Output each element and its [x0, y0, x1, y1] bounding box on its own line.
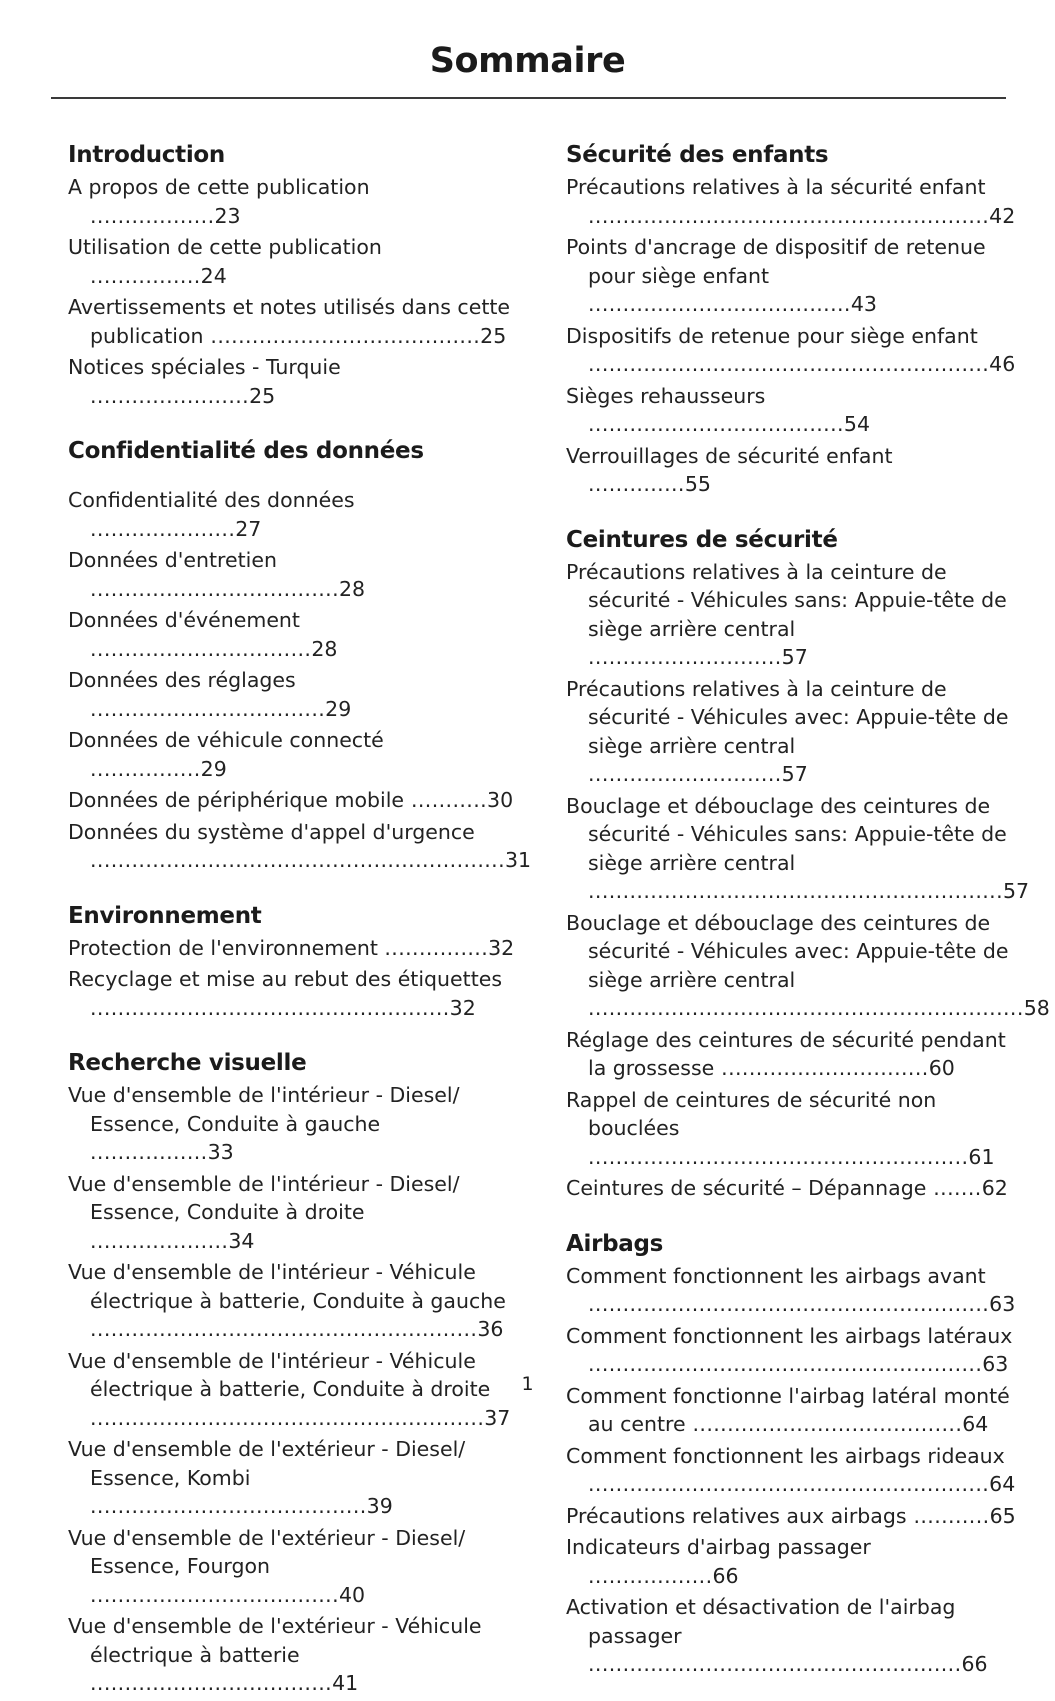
toc-entry-title: Confidentialité des données: [68, 488, 355, 512]
toc-entry-title: Vue d'ensemble de l'extérieur - Diesel/ Essence, Fourgon: [68, 1525, 466, 1578]
toc-entry-page-number: 29: [200, 756, 227, 781]
toc-entry[interactable]: [68, 726, 520, 783]
toc-entry-page-number: 25: [480, 323, 507, 348]
toc-entry-leader: ........................................: [90, 1494, 367, 1518]
toc-entry[interactable]: [68, 1612, 520, 1698]
toc-entry[interactable]: [566, 1533, 1018, 1590]
toc-entry-leader: ...................................: [90, 1671, 333, 1695]
toc-entry-title: Comment fonctionne l'airbag latéral monté au centre: [566, 1383, 1010, 1436]
toc-entry-title: Comment fonctionnent les airbags latéraux: [566, 1323, 1013, 1348]
toc-entry-leader: ..........................................................: [588, 352, 990, 376]
toc-entry-title: Protection de l'environnement: [68, 935, 385, 960]
toc-entry-leader: ..................: [90, 203, 215, 228]
toc-entry[interactable]: [68, 173, 520, 230]
toc-entry-title: Bouclage et débouclage des ceintures de sécurité - Véhicules sans: Appuie-tête de siège arrière central: [566, 793, 1007, 875]
toc-entry-page-number: 23: [214, 203, 241, 228]
toc-entry[interactable]: [68, 1081, 520, 1167]
toc-entry-title: Données du système d'appel d'urgence: [68, 819, 475, 844]
toc-entry-page-number: 43: [850, 292, 877, 316]
toc-entry[interactable]: [566, 322, 1018, 379]
toc-entry-page-number: 62: [981, 1176, 1008, 1200]
toc-entry-title: Vue d'ensemble de l'extérieur - Véhicule électrique à batterie: [68, 1614, 482, 1667]
toc-entry-leader: ............................................................: [588, 879, 1003, 903]
toc-entry[interactable]: [566, 442, 1018, 499]
toc-entry-leader: ................: [90, 263, 201, 288]
toc-entry-page-number: 25: [249, 383, 276, 408]
toc-entry-leader: ..........................................................: [588, 1472, 990, 1496]
toc-section-securite-des-enfants: [566, 140, 1018, 499]
toc-entry-leader: ..........................................................: [588, 203, 990, 228]
toc-entry[interactable]: [68, 546, 520, 603]
toc-entry-title: Réglage des ceintures de sécurité pendant la grossesse: [566, 1027, 1006, 1080]
toc-entry-leader: ....................................: [90, 1582, 339, 1607]
toc-entry-leader: ...............: [384, 935, 489, 960]
toc-entry-page-number: 24: [200, 263, 227, 288]
toc-entry-leader: ................: [90, 756, 201, 781]
header-divider: [51, 97, 1006, 99]
toc-column-right: [566, 140, 1050, 1701]
toc-entry-title: Comment fonctionnent les airbags rideaux: [566, 1443, 1005, 1468]
toc-entry[interactable]: [566, 1086, 1018, 1172]
toc-entry-page-number: 66: [961, 1652, 988, 1676]
toc-entry[interactable]: [68, 786, 520, 815]
toc-section-introduction: [68, 140, 520, 410]
toc-entry[interactable]: [566, 792, 1030, 906]
toc-entry-page-number: 41: [332, 1671, 359, 1695]
toc-entry-title: Ceintures de sécurité – Dépannage: [566, 1176, 927, 1200]
toc-section-airbags: [566, 1229, 1018, 1679]
page-header: [0, 0, 1055, 100]
toc-entry-leader: .......: [926, 1176, 982, 1200]
toc-entry-title: Verrouillages de sécurité enfant: [566, 443, 893, 468]
toc-entry-page-number: 54: [843, 412, 870, 436]
toc-entry-title: Notices spéciales - Turquie: [68, 355, 341, 379]
toc-entry-leader: ...........: [906, 1503, 990, 1528]
toc-entry[interactable]: [68, 353, 520, 410]
toc-entry[interactable]: [566, 1026, 1018, 1083]
toc-entry-title: Précautions relatives à la ceinture de sécurité - Véhicules sans: Appuie-tête de siège arrière central: [566, 559, 1007, 641]
toc-entry-title: Données de véhicule connecté: [68, 728, 384, 752]
toc-section-environnement: [68, 901, 520, 1023]
toc-entry-title: Comment fonctionnent les airbags avant: [566, 1263, 986, 1288]
toc-entry-leader: ....................................................: [90, 995, 450, 1020]
toc-entry-page-number: 31: [504, 848, 532, 872]
toc-entry-page-number: 65: [989, 1503, 1016, 1528]
toc-entry-page-number: 64: [962, 1412, 989, 1436]
toc-entry-leader: ...........: [404, 788, 488, 812]
toc-entry-title: Utilisation de cette publication: [68, 235, 382, 259]
toc-entry[interactable]: [68, 1170, 520, 1256]
toc-entry[interactable]: [566, 1262, 1018, 1319]
toc-entry-title: Vue d'ensemble de l'intérieur - Véhicule électrique à batterie, Conduite à droite: [68, 1348, 491, 1401]
toc-entry[interactable]: [566, 675, 1018, 789]
toc-entry-title: Précautions relatives à la sécurité enfant: [566, 175, 986, 199]
toc-entry-page-number: 37: [484, 1405, 511, 1430]
toc-entry[interactable]: [566, 233, 1018, 319]
toc-entry-page-number: 28: [311, 636, 338, 661]
toc-entry-page-number: 64: [989, 1472, 1016, 1496]
toc-entry-page-number: 42: [989, 203, 1016, 228]
toc-entry[interactable]: [68, 606, 520, 663]
toc-entry[interactable]: [566, 1502, 1018, 1531]
toc-entry-leader: ............................: [588, 762, 782, 786]
toc-entry-page-number: 40: [339, 1582, 366, 1607]
section-heading: Environnement: [68, 902, 262, 929]
toc-entry[interactable]: [566, 1174, 1018, 1203]
toc-entry-leader: ......................................: [588, 292, 851, 316]
toc-entry-page-number: 28: [339, 576, 366, 601]
toc-entry-title: Données d'entretien: [68, 548, 277, 572]
toc-entry[interactable]: [68, 818, 532, 875]
toc-entry-page-number: 27: [235, 516, 262, 541]
toc-entry-title: Vue d'ensemble de l'intérieur - Véhicule électrique à batterie, Conduite à gauche: [68, 1260, 506, 1313]
toc-entry-leader: ............................................................: [90, 848, 505, 872]
toc-section-confidentialite-des-donnees: [68, 436, 532, 875]
toc-entry-leader: .....................: [90, 516, 236, 541]
toc-entry-leader: ...............................................................: [588, 996, 1024, 1020]
toc-entry-leader: .......................: [90, 383, 250, 408]
toc-entry-leader: .......................................: [203, 323, 481, 348]
section-heading: Introduction: [68, 142, 225, 168]
section-heading: Ceintures de sécurité: [566, 526, 838, 553]
toc-entry-title: A propos de cette publication: [68, 175, 370, 199]
toc-entry[interactable]: [566, 1322, 1018, 1379]
toc-entry-leader: ....................: [90, 1228, 229, 1253]
toc-entry-leader: .........................................................: [588, 1352, 983, 1376]
section-heading: Airbags: [566, 1230, 664, 1257]
toc-entry-title: Précautions relatives à la ceinture de sécurité - Véhicules avec: Appuie-tête de siège arrière central: [566, 676, 1009, 758]
toc-entry-title: Données des réglages: [68, 668, 296, 692]
toc-entry-leader: ..............................: [714, 1056, 929, 1080]
toc-entry-leader: ........................................................: [90, 1317, 478, 1341]
toc-entry-leader: ..................: [588, 1563, 713, 1588]
toc-entry-leader: ..............: [588, 472, 685, 496]
toc-entry-page-number: 39: [366, 1494, 393, 1518]
toc-columns: [0, 140, 1055, 1701]
toc-entry-leader: ....................................: [90, 576, 339, 601]
toc-entry[interactable]: [68, 934, 520, 963]
toc-entry[interactable]: [68, 486, 520, 543]
toc-entry-title: Données de périphérique mobile: [68, 788, 405, 812]
toc-entry-title: Vue d'ensemble de l'intérieur - Diesel/ Essence, Conduite à gauche: [68, 1083, 460, 1136]
toc-entry-title: Rappel de ceintures de sécurité non bouclées: [566, 1087, 937, 1140]
toc-entry-title: Vue d'ensemble de l'extérieur - Diesel/ Essence, Kombi: [68, 1437, 466, 1490]
toc-entry-leader: ..................................: [90, 696, 326, 721]
toc-entry-page-number: 57: [781, 645, 808, 669]
section-heading: Recherche visuelle: [68, 1050, 307, 1076]
toc-entry[interactable]: [68, 965, 520, 1022]
toc-entry[interactable]: [68, 293, 520, 350]
toc-entry-leader: .................: [90, 1140, 208, 1164]
toc-entry-page-number: 57: [1002, 879, 1030, 903]
toc-entry-title: Indicateurs d'airbag passager: [566, 1535, 871, 1559]
toc-entry-page-number: 33: [207, 1140, 234, 1164]
toc-entry-page-number: 58: [1023, 996, 1050, 1020]
toc-entry-page-number: 32: [488, 935, 515, 960]
toc-entry[interactable]: [68, 666, 520, 723]
page-footer: 1: [521, 1373, 534, 1395]
toc-entry-leader: ................................: [90, 636, 312, 661]
toc-entry[interactable]: [566, 173, 1018, 230]
toc-entry-leader: ......................................................: [588, 1652, 962, 1676]
toc-entry-page-number: 66: [712, 1563, 739, 1588]
toc-entry-page-number: 60: [928, 1056, 955, 1080]
toc-entry-title: Données d'événement: [68, 608, 300, 632]
toc-column-left: [68, 140, 532, 1701]
toc-entry[interactable]: [68, 233, 520, 290]
toc-entry-page-number: 34: [228, 1228, 255, 1253]
section-heading: Sécurité des enfants: [566, 142, 829, 168]
toc-entry[interactable]: [566, 909, 1050, 1023]
toc-entry-title: Points d'ancrage de dispositif de retenue pour siège enfant: [566, 235, 986, 288]
toc-entry-leader: ..........................................................: [588, 1292, 990, 1316]
toc-entry-page-number: 36: [477, 1317, 504, 1341]
toc-entry-title: Vue d'ensemble de l'intérieur - Diesel/ Essence, Conduite à droite: [68, 1171, 460, 1224]
toc-entry-page-number: 57: [781, 762, 808, 786]
toc-entry-title: Dispositifs de retenue pour siège enfant: [566, 323, 978, 348]
toc-entry-page-number: 46: [989, 352, 1016, 376]
toc-entry-leader: .......................................................: [588, 1144, 969, 1169]
section-heading: Confidentialité des données: [68, 438, 424, 464]
toc-entry-page-number: 63: [989, 1292, 1016, 1316]
toc-entry-title: Précautions relatives aux airbags: [566, 1503, 907, 1528]
toc-entry[interactable]: [566, 558, 1018, 672]
toc-entry-title: Sièges rehausseurs: [566, 383, 766, 408]
toc-entry-leader: .......................................: [685, 1412, 963, 1436]
toc-section-ceintures-de-securite: [566, 525, 1050, 1203]
toc-entry-page-number: 32: [449, 995, 476, 1020]
toc-entry-page-number: 29: [325, 696, 352, 721]
toc-entry[interactable]: [68, 1258, 520, 1344]
toc-entry[interactable]: [566, 1593, 1018, 1679]
toc-entry-title: Avertissements et notes utilisés dans cette publication: [68, 295, 511, 348]
toc-entry-page-number: 55: [684, 472, 711, 496]
toc-entry[interactable]: [566, 1442, 1018, 1499]
toc-entry-title: Bouclage et débouclage des ceintures de sécurité - Véhicules avec: Appuie-tête de siège arrière central: [566, 910, 1009, 992]
toc-entry[interactable]: [68, 1524, 520, 1610]
toc-entry-page-number: 61: [968, 1144, 995, 1169]
toc-entry-page-number: 63: [982, 1352, 1009, 1376]
toc-entry-leader: .........................................................: [90, 1405, 485, 1430]
page-title: Sommaire: [429, 41, 626, 81]
toc-entry-title: Activation et désactivation de l'airbag passager: [566, 1595, 956, 1648]
toc-entry-leader: .....................................: [588, 412, 844, 436]
toc-entry[interactable]: [566, 382, 1018, 439]
toc-entry-page-number: 30: [487, 788, 514, 812]
toc-entry-title: Recyclage et mise au rebut des étiquettes: [68, 967, 503, 991]
toc-entry-leader: ............................: [588, 645, 782, 669]
